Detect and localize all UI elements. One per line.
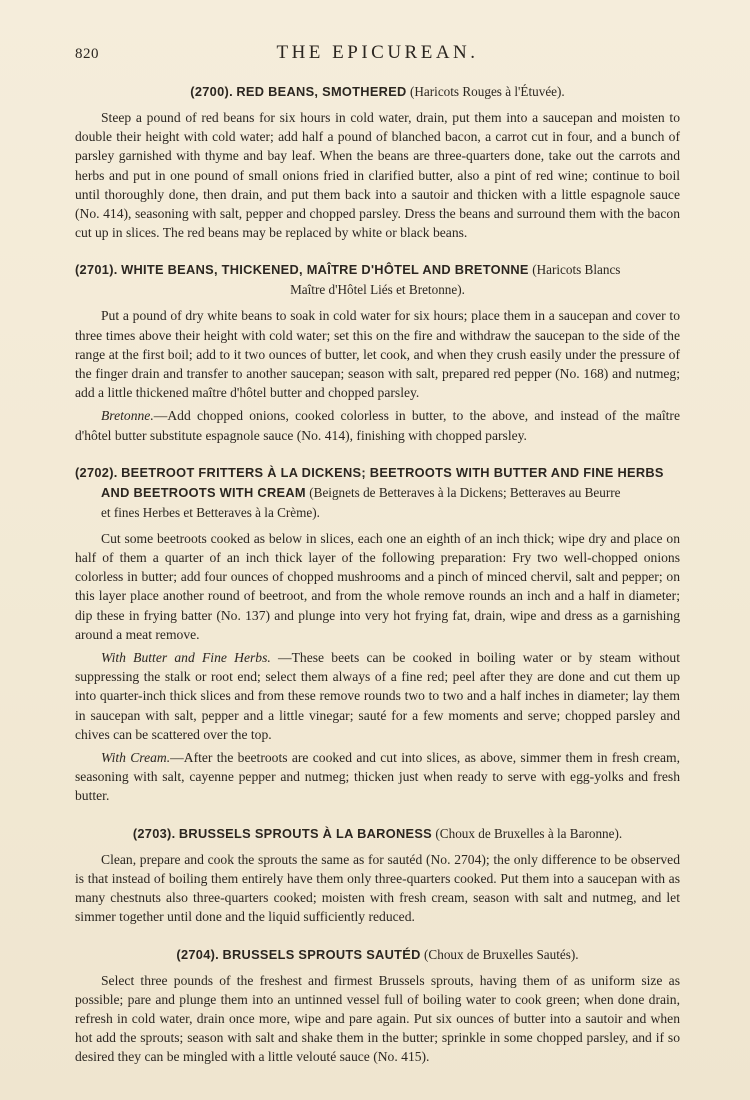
recipe-2703 [75,824,680,927]
paragraph-lead: Bretonne. [101,408,154,424]
paragraph-lead: With Butter and Fine Herbs. [101,650,271,666]
paragraph-text: Steep a pound of red beans for six hours in cold water, drain, put them into a saucepan and moisten to double their height with cold water; add half a pound of blanched bacon, a carrot cut in four, and a bunch of parsley garnished with thyme and bay leaf. When the beans are three-quarters done, take out the carrots and herbs and put in one pound of small onions fried in clarified butter, also a pint of red wine; continue to boil until thoroughly done, then drain, and put them back into a sautoir and thicken with a little espagnole sauce (No. 414), seasoning with salt, pepper and chopped parsley. Dress the beans and surround them with the bacon cut up in slices. The red beans may be replaced by white or black beans. [75,110,680,241]
recipe-2701 [75,260,680,444]
recipe-heading [75,463,680,523]
recipe-french-title-cont: et fines Herbes et Betteraves à la Crème). [101,504,320,520]
recipe-title: BRUSSELS SPROUTS SAUTÉD [222,946,421,962]
recipe-paragraph [75,748,680,806]
recipe-heading [75,824,680,844]
recipe-paragraph [75,108,680,242]
recipe-title: RED BEANS, SMOTHERED [236,84,407,99]
recipe-title: WHITE BEANS, THICKENED, MAÎTRE D'HÔTEL AND BRETONNE [121,262,529,278]
recipe-number: (2704). [176,946,220,962]
recipe-paragraph [75,850,680,927]
recipe-number: (2703). [132,825,176,841]
recipe-number: (2700). [190,84,233,99]
paragraph-text: —These beets can be cooked in boiling water or by steam without suppressing the stalk or root end; select them always of a fine red; peel after they are done and cut them up into quarter-inch thick slices and from these remove rounds two to two and a half inches in diameter; lay them in saucepan with salt, pepper and a little vinegar; sauté for a few moments and serve; chopped parsley and chives can be scattered over the top. [75,650,680,742]
recipe-french-title: (Choux de Bruxelles à la Baronne). [435,825,623,841]
recipe-paragraph [75,971,680,1067]
paragraph-text: —After the beetroots are cooked and cut into slices, as above, simmer them in fresh cream, seasoning with salt, cayenne pepper and nutmeg; thicken just when ready to serve with egg-yolks and fresh butter. [75,750,680,804]
paragraph-lead: With Cream. [101,750,171,766]
paragraph-text: Select three pounds of the freshest and firmest Brussels sprouts, having them of as uniform size as possible; pare and plunge them into an untinned vessel full of boiling water to cook green; when done drain, refresh in cold water, drain once more, wipe and pare again. Put six ounces of butter into a sautoir and when hot add the sprouts; season with salt and shake them in the butter; sprinkle in some chopped parsley, and if so desired they can be mingled with a little velouté sauce (No. 415). [75,972,680,1065]
paragraph-text: —Add chopped onions, cooked colorless in butter, to the above, and instead of the maître d'hôtel butter substitute espagnole sauce (No. 414), finishing with chopped parsley. [75,408,680,443]
paragraph-text: Clean, prepare and cook the sprouts the same as for sautéd (No. 2704); the only difference to be observed is that instead of boiling them entirely have them only three-quarters cooked. Put them into a saucepan with as many chestnuts also three-quarters cooked; moisten with fresh cream, season with salt and nutmeg, and let simmer together until done and the liquid sufficiently reduced. [75,851,680,925]
running-head [75,40,680,68]
paragraph-text: Cut some beetroots cooked as below in slices, each one an eighth of an inch thick; wipe dry and place on half of them a quarter of an inch thick layer of the following preparation: Fry two well-chopped onions colorless in butter; add four ounces of chopped mushrooms and a pinch of minced chervil, salt and pepper; on this layer place another round of beetroot, and from the whole remove rounds an inch and a half in diameter; dip these in frying batter (No. 137) and plunge into very hot frying fat, drain, wipe and dress as a garnishing around a meat remove. [75,530,680,642]
recipe-number: (2702). [75,464,118,480]
recipe-heading [75,82,680,102]
recipe-heading [75,260,680,300]
recipe-paragraph [75,306,680,402]
recipe-french-title: (Beignets de Betteraves à la Dickens; Betteraves au Beurre [309,484,621,500]
recipe-french-title: (Choux de Bruxelles Sautés). [424,946,579,962]
page-number: 820 [75,46,99,62]
recipe-french-title: (Haricots Rouges à l'Étuvée). [410,84,565,99]
recipe-title-cont: AND BEETROOTS WITH CREAM [101,484,306,500]
recipe-heading [75,945,680,965]
recipe-2700 [75,82,680,242]
recipe-number: (2701). [75,262,118,278]
recipe-french-title-cont: Maître d'Hôtel Liés et Bretonne). [290,282,465,298]
recipe-title: BEETROOT FRITTERS À LA DICKENS; BEETROOTS WITH BUTTER AND FINE HERBS [121,464,664,480]
recipe-paragraph [75,406,680,444]
running-title: THE EPICUREAN. [276,42,479,63]
recipe-title: BRUSSELS SPROUTS À LA BARONESS [178,825,432,841]
recipe-paragraph [75,648,680,744]
recipe-2704 [75,945,680,1067]
paragraph-text: Put a pound of dry white beans to soak in cold water for six hours; place them in a saucepan and cover to three times above their height with cold water; set this on the fire and withdraw the saucepan to the side of the range at the first boil; add to it two ounces of butter, let cook, and when they crush easily under the pressure of the finger drain and transfer to another saucepan; season with salt, prepared red pepper (No. 168) and nutmeg; add a little thickened maître d'hôtel butter and chopped parsley. [75,308,680,401]
recipe-2702 [75,463,680,806]
recipe-paragraph [75,529,680,644]
recipe-french-title: (Haricots Blancs [532,262,621,278]
